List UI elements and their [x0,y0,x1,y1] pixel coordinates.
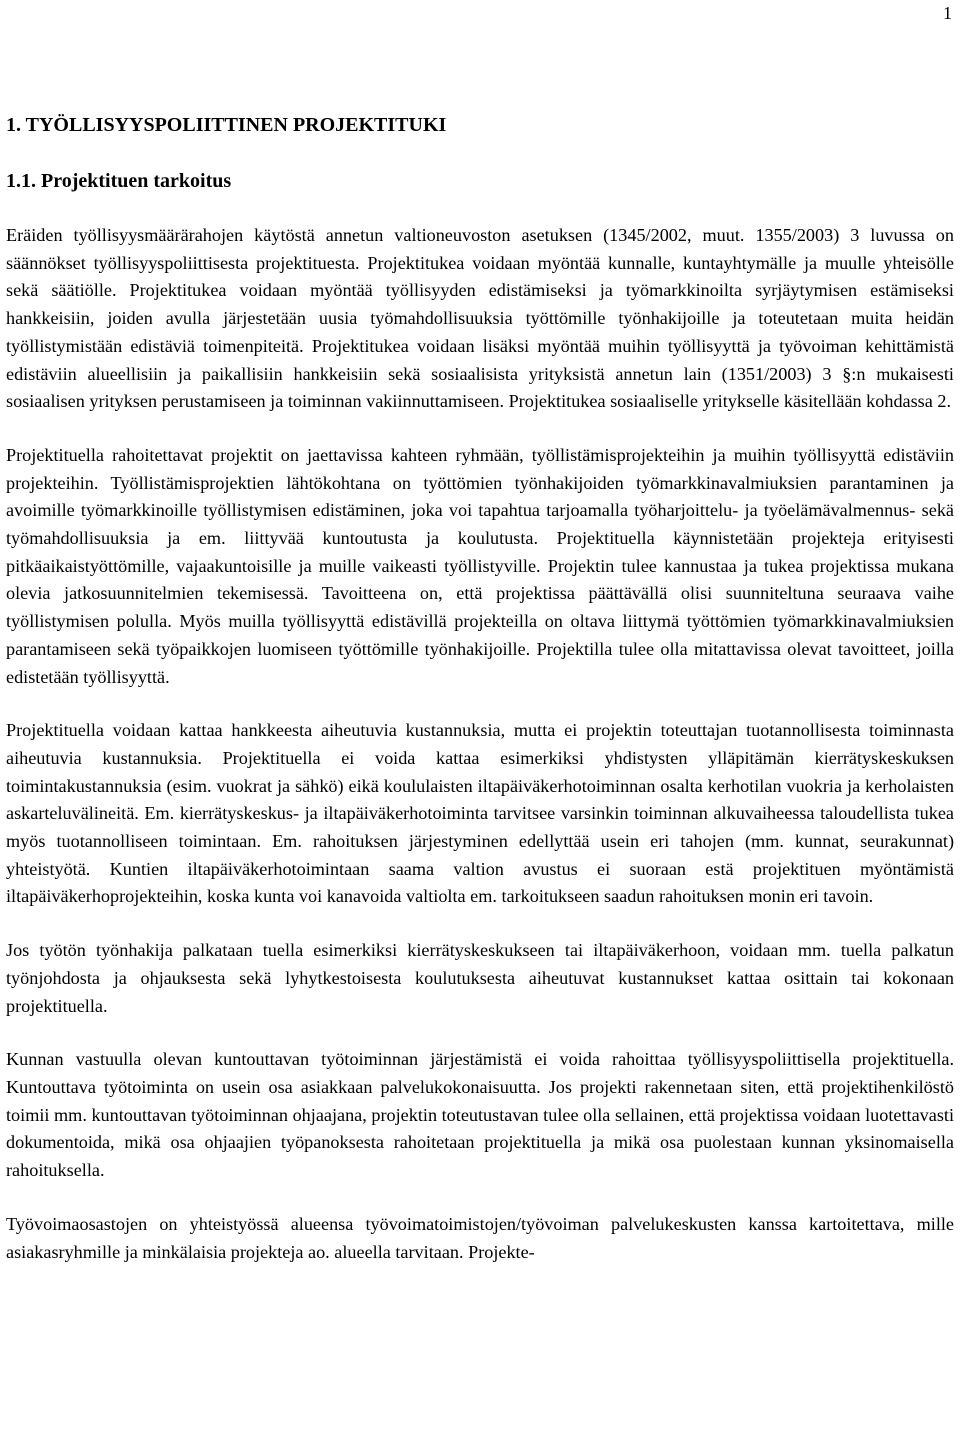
paragraph-rehabilitative-work: Kunnan vastuulla olevan kuntouttavan työtoiminnan järjestämistä ei voida rahoittaa työllisyyspoliittisella projektituella. Kuntouttava työtoiminta on usein osa asiakkaan palvelukokonaisuutta. Jos projekti rakennetaan siten, että projektihenkilöstö toimii mm. kuntouttavan työtoiminnan ohjaajana, projektin toteutustavan tulee olla sellainen, että projektissa voidaan luotettavasti dokumentoida, mikä osa ohjaajien työpanoksesta rahoitetaan projektituella ja mikä osa puolestaan kunnan yksinomaisella rahoituksella. [6,1049,954,1181]
chapter-heading: 1. TYÖLLISYYSPOLIITTINEN PROJEKTITUKI [6,114,447,136]
paragraph-project-groups: Projektituella rahoitettavat projektit on jaettavissa kahteen ryhmään, työllistämisprojekteihin ja muihin työllisyyttä edistäviin projekteihin. Työllistämisprojektien lähtökohtana on työttömien työnhakijoiden työmarkkinavalmiuksien parantaminen ja avoimille työmarkkinoille työllistymisen edistäminen, joka voi tapahtua tarjoamalla työharjoittelu- ja työelämävalmennus- sekä työmahdollisuuksia ja em. liittyvää kuntoutusta ja koulutusta. Projektituella käynnistetään projekteja erityisesti pitkäaikaistyöttömille, vajaakuntoisille ja muille vaikeasti työllistyville. Projektin tulee kannustaa ja tukea projektissa mukana olevia jatkosuunnitelmien tekemisessä. Tavoitteena on, että projektissa päättävällä olisi suunniteltuna seuraava vaihe työllistymisen polulla. Myös muilla työllisyyttä edistävillä projekteilla on oltava liittymä työttömien työmarkkinavalmiuksien parantamiseen sekä työpaikkojen luomiseen työttömille työnhakijoille. Projektilla tulee olla mitattavissa olevat tavoitteet, joilla edistetään työllisyyttä. [6,444,954,687]
body-text [6,222,954,1266]
paragraph-eligible-costs: Projektituella voidaan kattaa hankkeesta aiheutuvia kustannuksia, mutta ei projektin toteuttajan tuotannollisesta toiminnasta aiheutuvia kustannuksia. Projektituella ei voida kattaa esimerkiksi yhdistysten ylläpitämän kierrätyskeskuksen toimintakustannuksia (esim. vuokrat ja sähkö) eikä koululaisten iltapäiväkerhotoiminnan osalta kerhotilan vuokria ja kerholaisten askarteluvälineitä. Em. kierrätyskeskus- ja iltapäiväkerhotoiminta tarvitsee varsinkin toiminnan alkuvaiheessa taloudellista tukea myös tuotannolliseen toimintaan. Em. rahoituksen järjestyminen edellyttää usein eri tahojen (mm. kunnat, seurakunnat) yhteistyötä. Kuntien iltapäiväkerhotoimintaan saama valtion avustus ei suoraan estä projektituen myöntämistä iltapäiväkerhoprojekteihin, koska kunta voi kanavoida valtiolta em. tarkoitukseen saadun rahoituksen monin eri tavoin. [6,720,954,907]
paragraph-hired-jobseeker: Jos työtön työnhakija palkataan tuella esimerkiksi kierrätyskeskukseen tai iltapäiväkerhoon, voidaan mm. tuella palkatun työnjohdosta ja ohjauksesta sekä lyhytkestoisesta koulutuksesta aiheutuvat kustannukset kattaa osittain tai kokonaan projektituella. [6,940,954,1016]
section-heading: 1.1. Projektituen tarkoitus [6,170,232,192]
paragraph-labour-departments: Työvoimaosastojen on yhteistyössä alueensa työvoimatoimistojen/työvoiman palvelukeskusten kanssa kartoitettava, mille asiakasryhmille ja minkälaisia projekteja ao. alueella tarvitaan. Projekte- [6,1213,954,1262]
page-number: 1 [943,3,952,23]
paragraph-purpose: Eräiden työllisyysmäärärahojen käytöstä annetun valtioneuvoston asetuksen (1345/2002, muut. 1355/2003) 3 luvussa on säännökset työllisyyspoliittisesta projektituesta. Projektitukea voidaan myöntää kunnalle, kuntayhtymälle ja muulle yhteisölle sekä säätiölle. Projektitukea voidaan myöntää työllisyyden edistämiseksi ja työmarkkinoilta syrjäytymisen estämiseksi hankkeisiin, joiden avulla järjestetään uusia työmahdollisuuksia työttömille työnhakijoille ja toteutetaan muita heidän työllistymistään edistäviä toimenpiteitä. Projektitukea voidaan lisäksi myöntää muihin työllisyyttä ja työvoiman kehittämistä edistäviin alueellisiin ja paikallisiin hankkeisiin sekä sosiaalisista yrityksistä annetun lain (1351/2003) 3 §:n mukaisesti sosiaalisen yrityksen perustamiseen ja toiminnan vakiinnuttamiseen. Projektitukea sosiaaliselle yritykselle käsitellään kohdassa 2. [6,225,954,412]
